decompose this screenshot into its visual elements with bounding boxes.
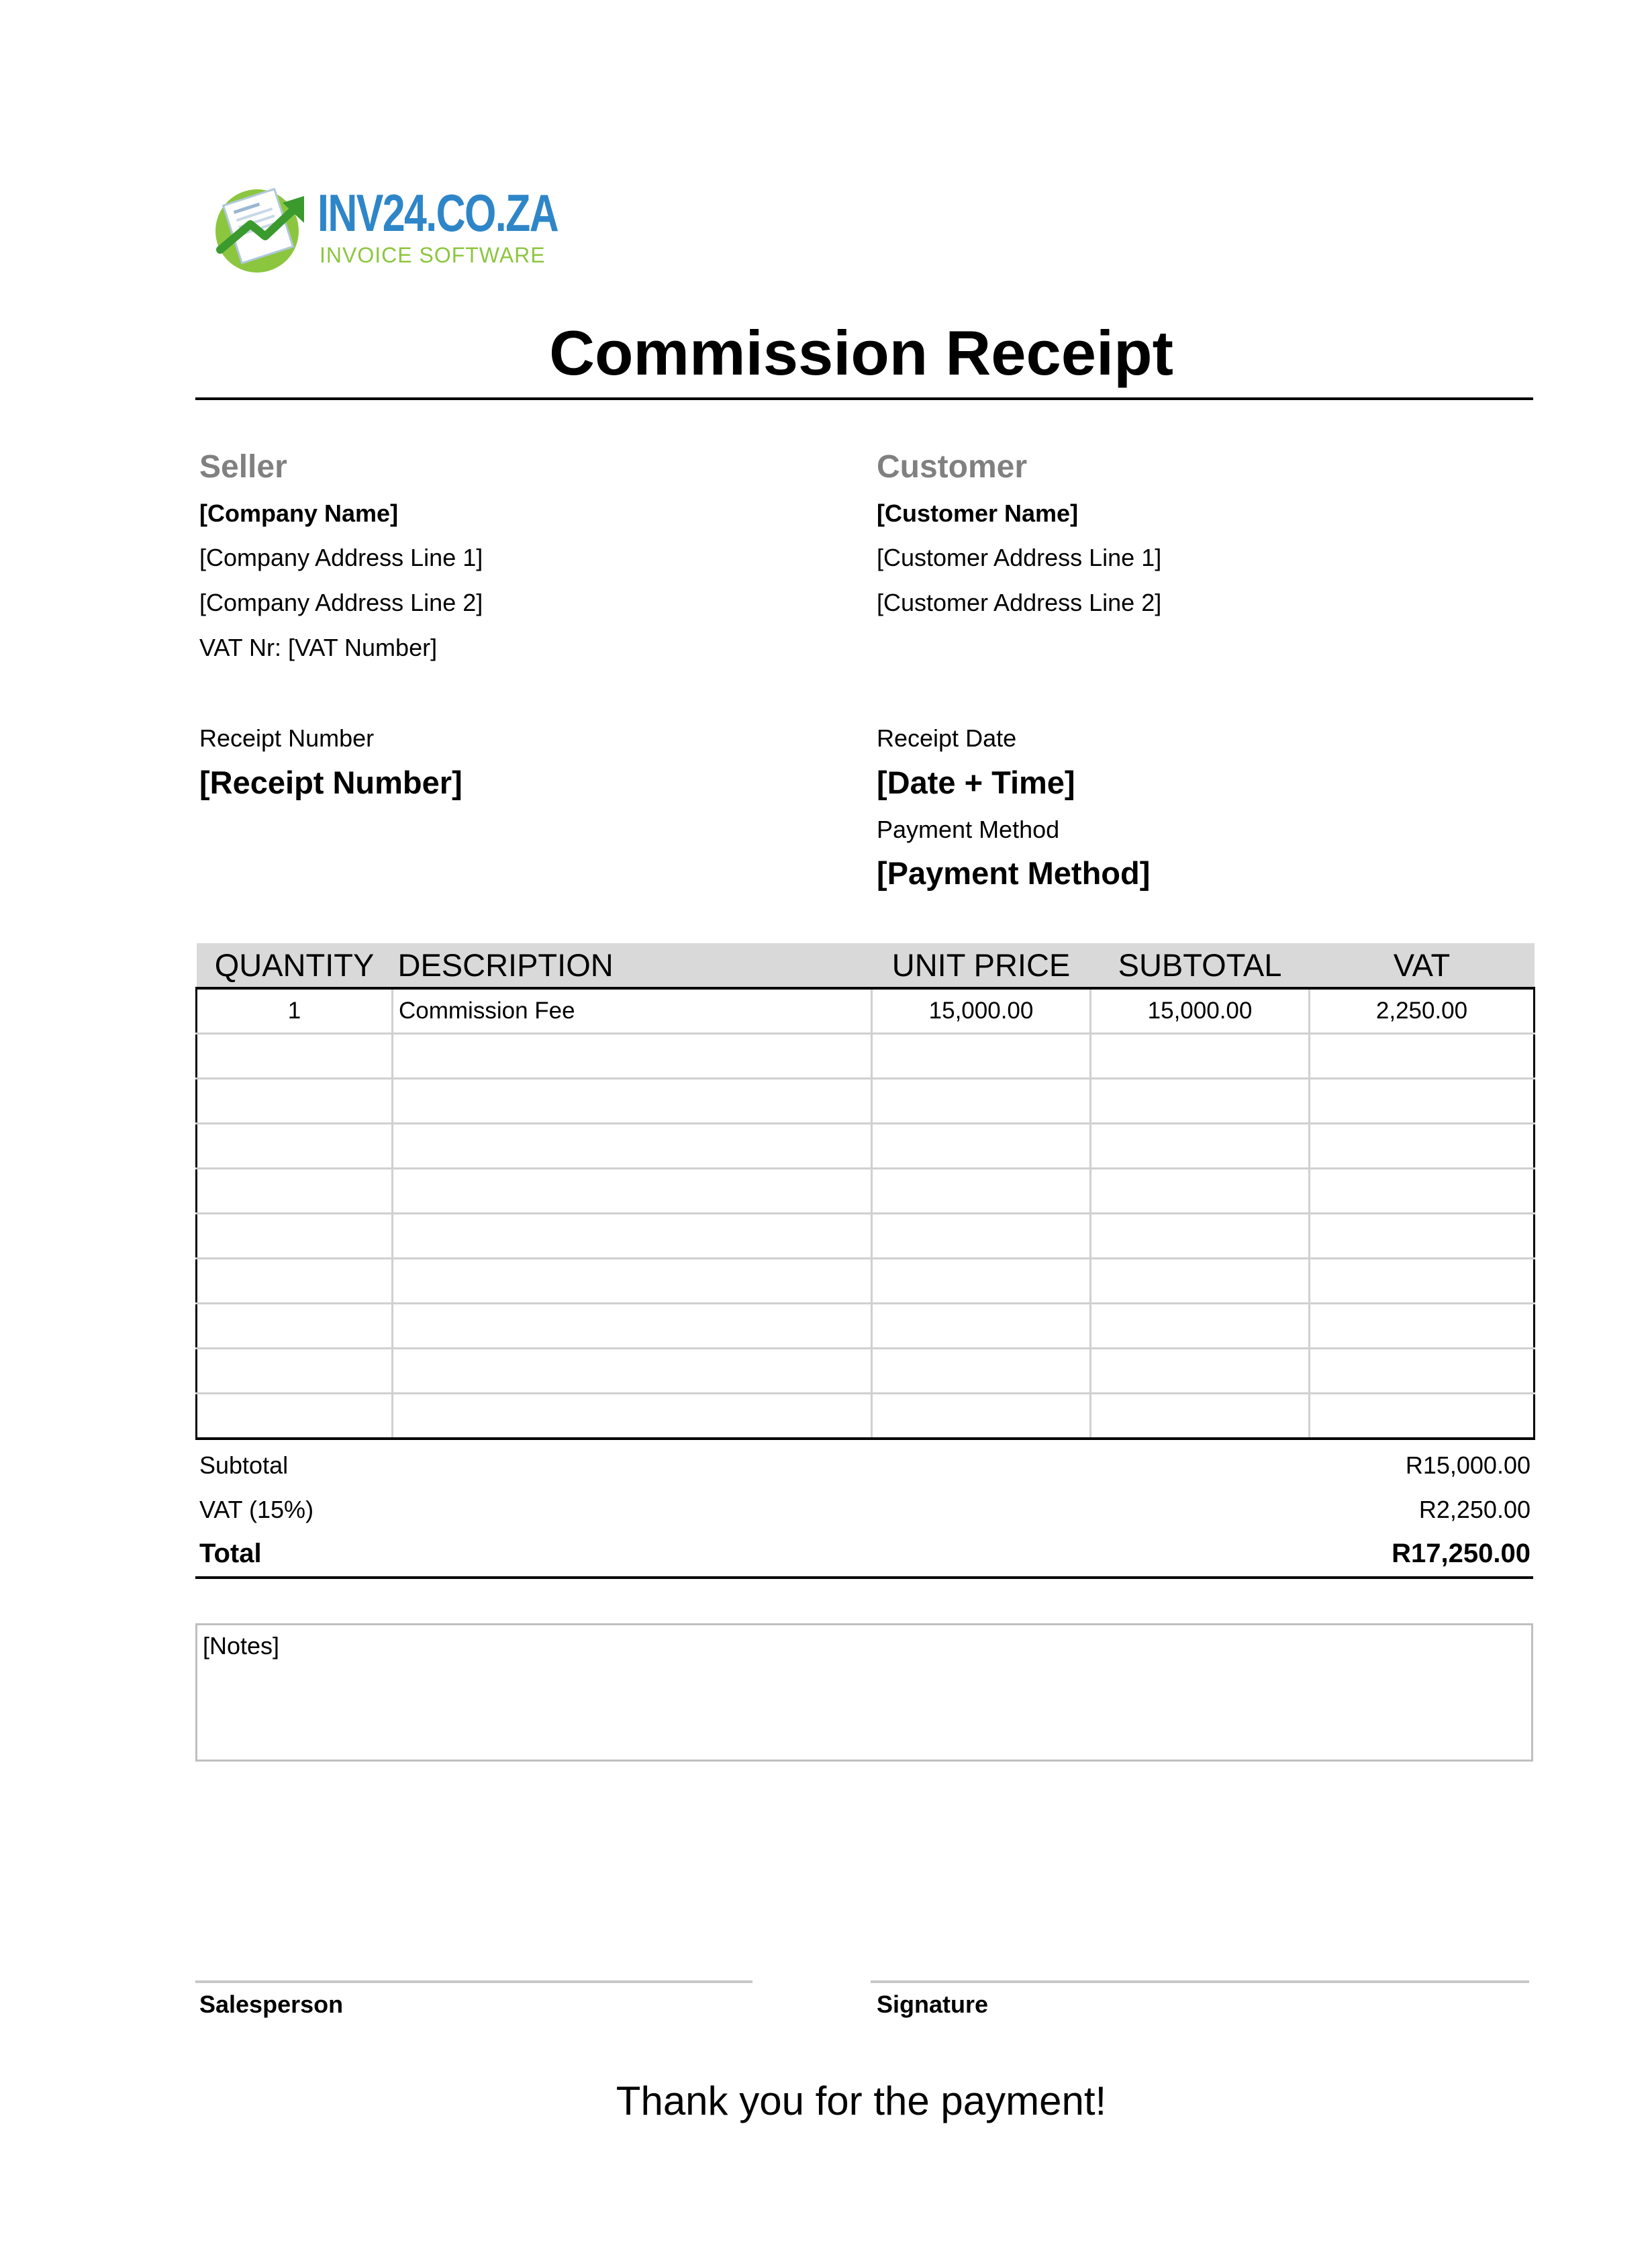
table-row-empty bbox=[197, 1394, 1535, 1439]
customer-address-line2: [Customer Address Line 2] bbox=[877, 589, 1162, 616]
seller-company-name: [Company Name] bbox=[199, 499, 399, 527]
total-label: Total bbox=[199, 1539, 262, 1568]
payment-method-value: [Payment Method] bbox=[877, 855, 1151, 891]
thank-you-message: Thank you for the payment! bbox=[616, 2078, 1107, 2123]
table-row-empty bbox=[197, 1124, 1535, 1169]
customer-address-line1: [Customer Address Line 1] bbox=[877, 544, 1162, 571]
header-description: DESCRIPTION bbox=[393, 943, 872, 988]
salesperson-label: Salesperson bbox=[199, 1990, 344, 2018]
header-subtotal: SUBTOTAL bbox=[1091, 943, 1310, 988]
table-header-row bbox=[197, 943, 1535, 988]
receipt-number-value: [Receipt Number] bbox=[199, 765, 463, 800]
table-row-empty bbox=[197, 1304, 1535, 1349]
table-row-empty bbox=[197, 1259, 1535, 1304]
total-value: R17,250.00 bbox=[1392, 1539, 1530, 1568]
table-row-empty bbox=[197, 1034, 1535, 1079]
logo-icon bbox=[203, 176, 318, 277]
notes-text: [Notes] bbox=[203, 1632, 280, 1660]
cell-unit-price: 15,000.00 bbox=[872, 988, 1091, 1034]
table-row-empty bbox=[197, 1349, 1535, 1394]
seller-address-line2: [Company Address Line 2] bbox=[199, 589, 483, 616]
salesperson-line bbox=[195, 1980, 752, 1983]
header-quantity: QUANTITY bbox=[197, 943, 393, 988]
seller-vat-number: VAT Nr: [VAT Number] bbox=[199, 634, 438, 661]
items-table bbox=[195, 943, 1535, 1440]
seller-address-line1: [Company Address Line 1] bbox=[199, 544, 483, 571]
header-unit-price: UNIT PRICE bbox=[872, 943, 1091, 988]
table-row bbox=[197, 988, 1535, 1034]
table-row-empty bbox=[197, 1214, 1535, 1259]
signature-line bbox=[871, 1980, 1529, 1983]
cell-description: Commission Fee bbox=[393, 988, 872, 1034]
payment-method-label: Payment Method bbox=[877, 816, 1060, 843]
logo-tagline: INVOICE SOFTWARE bbox=[320, 243, 546, 267]
cell-quantity: 1 bbox=[197, 988, 393, 1034]
cell-subtotal: 15,000.00 bbox=[1091, 988, 1310, 1034]
customer-name: [Customer Name] bbox=[877, 499, 1079, 527]
notes-box[interactable] bbox=[195, 1623, 1533, 1762]
receipt-number-label: Receipt Number bbox=[199, 724, 375, 752]
receipt-date-value: [Date + Time] bbox=[877, 765, 1075, 800]
table-row-empty bbox=[197, 1169, 1535, 1214]
header-vat: VAT bbox=[1310, 943, 1535, 988]
totals-divider bbox=[195, 1576, 1533, 1579]
title-divider bbox=[195, 397, 1533, 400]
subtotal-label: Subtotal bbox=[199, 1451, 289, 1479]
page-title: Commission Receipt bbox=[549, 318, 1173, 388]
customer-heading: Customer bbox=[877, 449, 1028, 485]
subtotal-value: R15,000.00 bbox=[1405, 1451, 1530, 1479]
vat-label: VAT (15%) bbox=[199, 1496, 314, 1523]
table-row-empty bbox=[197, 1079, 1535, 1124]
signature-label: Signature bbox=[877, 1990, 989, 2018]
seller-heading: Seller bbox=[199, 449, 287, 485]
company-logo bbox=[203, 176, 558, 277]
vat-value: R2,250.00 bbox=[1418, 1496, 1530, 1523]
cell-vat: 2,250.00 bbox=[1310, 988, 1535, 1034]
logo-text: INV24.CO.ZA bbox=[318, 183, 558, 242]
receipt-date-label: Receipt Date bbox=[877, 724, 1017, 752]
